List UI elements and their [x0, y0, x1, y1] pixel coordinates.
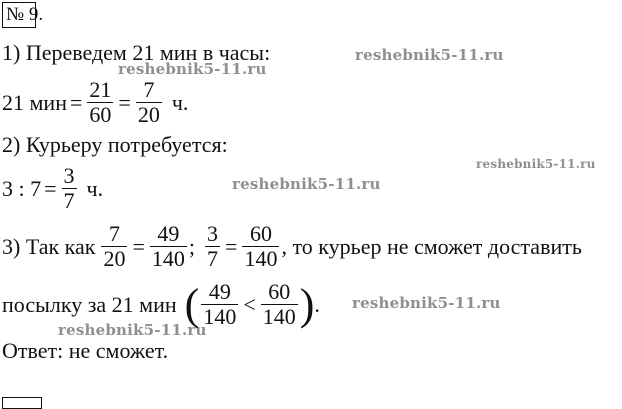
- answer-text: Ответ: не сможет.: [2, 338, 169, 363]
- numerator: 3: [207, 221, 219, 246]
- numerator: 3: [63, 163, 75, 188]
- step1-lhs: 21 мин: [2, 89, 67, 115]
- denominator: 140: [262, 304, 296, 329]
- step1-heading: 1) Переведем 21 мин в часы:: [2, 40, 271, 65]
- numerator: 60: [268, 279, 291, 304]
- step2-lhs: 3 : 7: [2, 175, 42, 201]
- watermark: reshebnik5-11.ru: [232, 175, 381, 193]
- step3-tail: , то курьер не сможет доставить: [281, 233, 582, 259]
- denominator: 140: [151, 246, 185, 271]
- denominator: 140: [244, 246, 278, 271]
- denominator: 20: [137, 102, 160, 127]
- fraction: [62, 164, 77, 213]
- denominator: 7: [207, 246, 219, 271]
- problem-number: № 9.: [2, 2, 36, 28]
- separator: ;: [188, 233, 196, 259]
- denominator: 20: [103, 246, 126, 271]
- next-problem-box: [2, 397, 42, 409]
- step3-intro: 3) Так как: [2, 233, 96, 259]
- less-than-sign: <: [243, 291, 256, 317]
- step2-equation: 3 : 7 = $\frac{3}{7}$ ч.: [2, 163, 104, 213]
- fraction: [101, 222, 127, 271]
- watermark: reshebnik5-11.ru: [118, 60, 267, 78]
- numerator: 21: [89, 77, 112, 102]
- step3-line2: посылку за 21 мин ( $\frac{49}{140}$ < $\frac{60}{140}$ ) .: [2, 279, 320, 329]
- numerator: 49: [208, 279, 231, 304]
- numerator: 7: [108, 221, 120, 246]
- step1-equation: 21 мин = $\frac{21}{60}$ = $\frac{7}{20}$ ч.: [2, 77, 189, 127]
- numerator: 7: [143, 77, 155, 102]
- numerator: 60: [249, 221, 272, 246]
- denominator: 7: [63, 188, 75, 213]
- fraction: [150, 222, 187, 271]
- fraction: [242, 222, 279, 271]
- fraction: [87, 78, 113, 127]
- denominator: 60: [89, 102, 112, 127]
- denominator: 140: [203, 304, 237, 329]
- fraction: [201, 280, 238, 329]
- watermark: reshebnik5-11.ru: [355, 46, 504, 64]
- step3-line2-prefix: посылку за 21 мин: [2, 291, 177, 317]
- fraction: [136, 78, 162, 127]
- fraction: [261, 280, 298, 329]
- step3-line1: 3) Так как $\frac{7}{20}$ = $\frac{49}{140}$ ; $\frac{3}{7}$ = $\frac{60}{140}$ , то курьер не сможет доставить: [2, 221, 582, 271]
- fraction: [205, 222, 220, 271]
- watermark: reshebnik5-11.ru: [476, 157, 596, 171]
- step2-heading: 2) Курьеру потребуется:: [2, 132, 228, 157]
- watermark: reshebnik5-11.ru: [352, 294, 501, 312]
- numerator: 49: [157, 221, 180, 246]
- unit-label: ч.: [86, 175, 104, 201]
- watermark: reshebnik5-11.ru: [58, 321, 207, 339]
- period: .: [314, 291, 320, 317]
- unit-label: ч.: [171, 89, 189, 115]
